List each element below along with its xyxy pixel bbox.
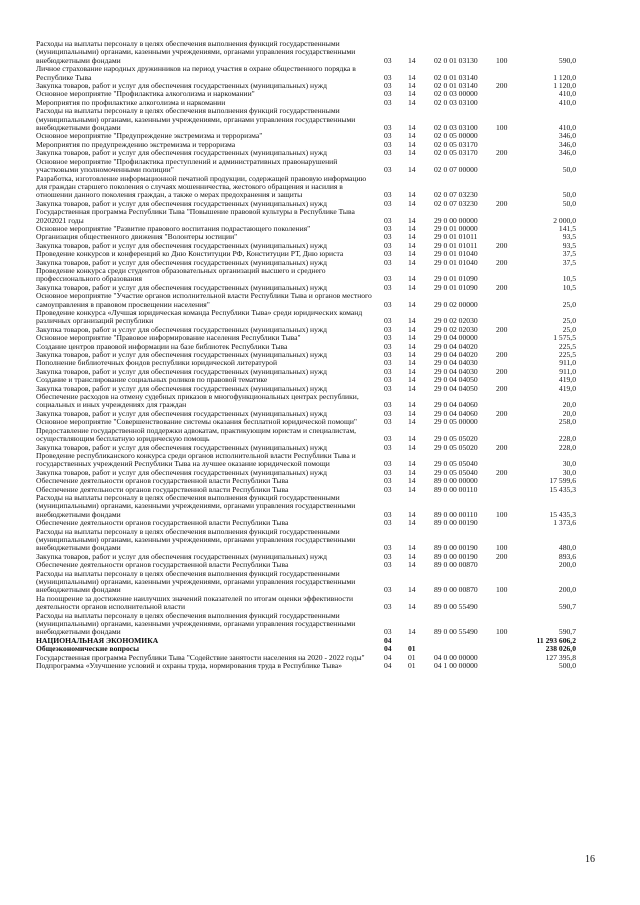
row-subsection-code: 14: [408, 139, 416, 149]
row-section-code: 04: [384, 644, 392, 654]
row-amount: 50,0: [562, 165, 576, 175]
row-target-article: 89 0 00 00190: [434, 543, 478, 553]
row-section-code: 03: [384, 274, 392, 284]
row-target-article: 29 0 02 02030: [434, 316, 478, 326]
row-name: Обеспечение деятельности органов государственной власти Республики Тыва: [36, 484, 289, 494]
row-target-article: 89 0 00 55490: [434, 627, 478, 637]
row-name: Основное мероприятие "Профилактика алкоголизма и наркомании": [36, 89, 255, 99]
row-expense-type: 100: [496, 55, 508, 65]
row-subsection-code: 14: [408, 551, 416, 561]
row-target-article: 29 0 01 00000: [434, 223, 478, 233]
row-target-article: 29 0 01 01011: [434, 240, 478, 250]
row-target-article: 29 0 01 01090: [434, 274, 478, 284]
row-section-code: 03: [384, 585, 392, 595]
row-amount: 20,0: [562, 400, 576, 410]
row-amount: 25,0: [562, 299, 576, 309]
row-name: Обеспечение деятельности органов государственной власти Республики Тыва: [36, 518, 289, 528]
row-subsection-code: 14: [408, 467, 416, 477]
row-target-article: 29 0 05 05020: [434, 434, 478, 444]
row-section-code: 03: [384, 408, 392, 418]
row-target-article: 02 0 01 03140: [434, 81, 478, 91]
row-name: Расходы на выплаты персоналу в целях обеспечения выполнения функций государственными (муниципальными) органами, казенными учреждениями, органами управления государственными внебюджетными фондами: [36, 492, 356, 519]
table-row: [36, 292, 576, 309]
row-amount: 346,0: [558, 131, 576, 141]
row-section-code: 04: [384, 661, 392, 671]
row-subsection-code: 14: [408, 282, 416, 292]
table-row: [36, 528, 576, 553]
row-subsection-code: 14: [408, 198, 416, 208]
row-name: Основное мероприятие "Участие органов исполнительной власти Республики Тыва и органов местного самоуправления в правовом просвещении населения": [36, 291, 372, 309]
row-target-article: 29 0 01 01090: [434, 282, 478, 292]
row-amount: 50,0: [562, 190, 576, 200]
row-amount: 37,5: [562, 257, 576, 267]
row-name: Основное мероприятие "Совершенствование системы оказания бесплатной юридической помощи": [36, 417, 357, 427]
row-amount: 480,0: [558, 543, 576, 553]
row-section-code: 03: [384, 518, 392, 528]
row-amount: 127 395,8: [545, 652, 576, 662]
row-amount: 911,0: [559, 358, 576, 368]
row-section-code: 03: [384, 602, 392, 612]
row-section-code: 03: [384, 333, 392, 343]
row-section-code: 03: [384, 249, 392, 259]
row-target-article: 04 1 00 00000: [434, 661, 478, 671]
row-target-article: 02 0 03 03100: [434, 97, 478, 107]
row-name: Организация общественного движения "Волонтеры юстиции": [36, 232, 238, 242]
row-name: Закупка товаров, работ и услуг для обеспечения государственных (муниципальных) нужд: [36, 282, 327, 292]
row-name: Расходы на выплаты персоналу в целях обеспечения выполнения функций государственными (муниципальными) органами, казенными учреждениями, органами управления государственными внебюджетными фондами: [36, 526, 356, 553]
row-amount: 10,5: [562, 282, 576, 292]
row-expense-type: 100: [496, 123, 508, 133]
row-amount: 93,5: [562, 240, 576, 250]
row-subsection-code: 14: [408, 240, 416, 250]
row-section-code: 03: [384, 543, 392, 553]
row-subsection-code: 14: [408, 434, 416, 444]
row-target-article: 29 0 00 00000: [434, 215, 478, 225]
row-amount: 50,0: [562, 198, 576, 208]
row-subsection-code: 14: [408, 131, 416, 141]
row-target-article: 29 0 04 04060: [434, 400, 478, 410]
row-amount: 93,5: [562, 232, 576, 242]
row-subsection-code: 14: [408, 341, 416, 351]
row-name: Предоставление государственной поддержки адвокатам, практикующим юристам и специалистам, осуществляющим бесплатную юридическую помощь: [36, 425, 357, 444]
table-row: [36, 452, 576, 469]
row-subsection-code: 14: [408, 148, 416, 158]
row-subsection-code: 14: [408, 509, 416, 519]
table-row: [36, 595, 576, 612]
row-amount: 25,0: [562, 316, 576, 326]
row-section-code: 03: [384, 123, 392, 133]
row-target-article: 02 0 03 03100: [434, 123, 478, 133]
row-name: Закупка товаров, работ и услуг для обеспечения государственных (муниципальных) нужд: [36, 350, 327, 360]
row-target-article: 02 0 05 00000: [434, 131, 478, 141]
row-name: Государственная программа Республики Тыва "Содействие занятости населения на 2020 - 2022 годы": [36, 652, 365, 662]
row-name: Проведение конкурса «Лучшая юридическая команда Республики Тыва» среди юридических команд различных организаций республики: [36, 308, 363, 326]
row-target-article: 29 0 04 04060: [434, 408, 478, 418]
row-amount: 590,0: [558, 55, 576, 65]
row-subsection-code: 14: [408, 442, 416, 452]
row-expense-type: 200: [496, 148, 508, 158]
row-target-article: 29 0 05 05040: [434, 467, 478, 477]
row-section-code: 03: [384, 350, 392, 360]
row-amount: 228,0: [558, 442, 576, 452]
row-section-code: 03: [384, 223, 392, 233]
row-subsection-code: 14: [408, 81, 416, 91]
row-subsection-code: 14: [408, 333, 416, 343]
row-section-code: 03: [384, 81, 392, 91]
row-expense-type: 200: [496, 198, 508, 208]
row-target-article: 29 0 04 04030: [434, 358, 478, 368]
row-name: Закупка товаров, работ и услуг для обеспечения государственных (муниципальных) нужд: [36, 324, 327, 334]
row-amount: 2 000,0: [553, 215, 576, 225]
row-section-code: 03: [384, 97, 392, 107]
row-name: Личное страхование народных дружинников на период участия в охране общественного порядка в Республике Тыва: [36, 64, 356, 82]
table-row: [36, 208, 576, 225]
row-subsection-code: 14: [408, 274, 416, 284]
row-target-article: 29 0 04 04030: [434, 366, 478, 376]
row-section-code: 03: [384, 148, 392, 158]
row-amount: 410,0: [558, 123, 576, 133]
row-target-article: 29 0 05 05040: [434, 459, 478, 469]
row-section-code: 03: [384, 215, 392, 225]
row-target-article: 29 0 04 04050: [434, 375, 478, 385]
row-target-article: 89 0 00 00110: [434, 484, 478, 494]
row-subsection-code: 14: [408, 585, 416, 595]
row-section-code: 03: [384, 358, 392, 368]
row-subsection-code: 14: [408, 383, 416, 393]
row-target-article: 02 0 05 03170: [434, 139, 478, 149]
table-row: [36, 393, 576, 410]
table-row: [36, 570, 576, 595]
row-subsection-code: 14: [408, 223, 416, 233]
row-name: Основное мероприятие "Предупреждение экстремизма и терроризма": [36, 131, 263, 141]
row-expense-type: 200: [496, 240, 508, 250]
table-row: [36, 494, 576, 519]
row-amount: 911,0: [559, 366, 576, 376]
row-name: Закупка товаров, работ и услуг для обеспечения государственных (муниципальных) нужд: [36, 467, 327, 477]
row-expense-type: 200: [496, 282, 508, 292]
row-subsection-code: 14: [408, 324, 416, 334]
row-name: Пополнение библиотечных фондов республики юридической литературой: [36, 358, 278, 368]
row-name: Закупка товаров, работ и услуг для обеспечения государственных (муниципальных) нужд: [36, 442, 327, 452]
row-section-code: 04: [384, 652, 392, 662]
table-row: [36, 158, 576, 175]
page-number: 16: [585, 854, 595, 865]
row-name: Закупка товаров, работ и услуг для обеспечения государственных (муниципальных) нужд: [36, 240, 327, 250]
row-amount: 258,0: [558, 417, 576, 427]
row-name: Обеспечение расходов на отмену судебных приказов в многофункциональных центрах республики, социальных и иных учреждениях для граждан: [36, 392, 359, 410]
row-section-code: 03: [384, 165, 392, 175]
row-amount: 225,5: [558, 350, 576, 360]
row-name: Закупка товаров, работ и услуг для обеспечения государственных (муниципальных) нужд: [36, 408, 327, 418]
row-name: НАЦИОНАЛЬНАЯ ЭКОНОМИКА: [36, 635, 159, 645]
row-section-code: 03: [384, 316, 392, 326]
row-section-code: 03: [384, 484, 392, 494]
row-section-code: 03: [384, 375, 392, 385]
row-section-code: 03: [384, 434, 392, 444]
row-section-code: 03: [384, 324, 392, 334]
row-subsection-code: 14: [408, 89, 416, 99]
row-section-code: 03: [384, 417, 392, 427]
row-name: Государственная программа Республики Тыва "Повышение правовой культуры в Республике Тыва 20202021 годы: [36, 207, 355, 225]
row-expense-type: 200: [496, 408, 508, 418]
row-target-article: 29 0 04 04020: [434, 350, 478, 360]
row-amount: 200,0: [558, 560, 576, 570]
row-amount: 1 120,0: [553, 81, 576, 91]
row-amount: 590,7: [558, 602, 576, 612]
row-subsection-code: 01: [408, 652, 416, 662]
row-name: Закупка товаров, работ и услуг для обеспечения государственных (муниципальных) нужд: [36, 257, 327, 267]
row-expense-type: 100: [496, 509, 508, 519]
row-section-code: 03: [384, 240, 392, 250]
table-row: [36, 267, 576, 284]
row-expense-type: 100: [496, 627, 508, 637]
row-section-code: 03: [384, 467, 392, 477]
row-name: На поощрение за достижение наилучших значений показателей по итогам оценки эффективности деятельности органов исполнительной власти: [36, 593, 354, 612]
row-target-article: 29 0 05 05020: [434, 442, 478, 452]
row-name: Проведение конкурса среди студентов образовательных организаций высшего и среднего профессионального образования: [36, 265, 326, 284]
row-target-article: 89 0 00 55490: [434, 602, 478, 612]
row-section-code: 03: [384, 257, 392, 267]
row-subsection-code: 01: [408, 661, 416, 671]
row-section-code: 03: [384, 366, 392, 376]
row-target-article: 29 0 01 01040: [434, 249, 478, 259]
row-name: Закупка товаров, работ и услуг для обеспечения государственных (муниципальных) нужд: [36, 551, 327, 561]
row-name: Создание и транслирование социальных роликов по правовой тематике: [36, 375, 268, 385]
row-subsection-code: 14: [408, 123, 416, 133]
row-target-article: 04 0 00 00000: [434, 652, 478, 662]
row-amount: 1 120,0: [553, 72, 576, 82]
row-amount: 11 293 606,2: [536, 635, 576, 645]
row-amount: 419,0: [558, 383, 576, 393]
row-subsection-code: 14: [408, 165, 416, 175]
row-expense-type: 200: [496, 467, 508, 477]
row-expense-type: 200: [496, 324, 508, 334]
row-amount: 30,0: [562, 467, 576, 477]
row-amount: 30,0: [562, 459, 576, 469]
table-row: [36, 40, 576, 65]
row-name: Проведение республиканского конкурса среди органов исполнительной власти Республики Тыва и государственных учреждений Республики Тыва на лучшее оказание юридической помощи: [36, 450, 356, 469]
row-subsection-code: 14: [408, 358, 416, 368]
table-row: [36, 427, 576, 444]
row-amount: 228,0: [558, 434, 576, 444]
row-section-code: 03: [384, 282, 392, 292]
row-target-article: 89 0 00 00190: [434, 518, 478, 528]
row-name: Подпрограмма «Улучшение условий и охраны труда, нормирования труда в Республике Тыва»: [36, 661, 342, 671]
row-subsection-code: 01: [408, 644, 416, 654]
row-name: Основное мероприятие "Профилактика преступлений и административных правонарушений участковыми уполномоченными полиции": [36, 156, 338, 175]
row-name: Закупка товаров, работ и услуг для обеспечения государственных (муниципальных) нужд: [36, 366, 327, 376]
row-target-article: 89 0 00 00190: [434, 551, 478, 561]
row-section-code: 03: [384, 459, 392, 469]
row-section-code: 03: [384, 509, 392, 519]
row-amount: 225,5: [558, 341, 576, 351]
row-amount: 590,7: [558, 627, 576, 637]
row-subsection-code: 14: [408, 190, 416, 200]
row-target-article: 02 0 07 03230: [434, 198, 478, 208]
row-amount: 500,0: [558, 661, 576, 671]
row-subsection-code: 14: [408, 602, 416, 612]
row-expense-type: 200: [496, 350, 508, 360]
budget-table: [36, 40, 576, 670]
row-name: Расходы на выплаты персоналу в целях обеспечения выполнения функций государственными (муниципальными) органами, казенными учреждениями, органами управления государственными внебюджетными фондами: [36, 610, 356, 637]
row-expense-type: 200: [496, 81, 508, 91]
row-subsection-code: 14: [408, 350, 416, 360]
row-name: Расходы на выплаты персоналу в целях обеспечения выполнения функций государственными (муниципальными) органами, казенными учреждениями, органами управления государственными внебюджетными фондами: [36, 568, 356, 595]
table-row: [36, 107, 576, 132]
row-expense-type: 100: [496, 543, 508, 553]
row-name: Общеэкономические вопросы: [36, 644, 140, 654]
row-amount: 410,0: [558, 97, 576, 107]
row-name: Закупка товаров, работ и услуг для обеспечения государственных (муниципальных) нужд: [36, 148, 327, 158]
row-name: Мероприятия по предупреждению экстремизма и терроризма: [36, 139, 236, 149]
row-amount: 15 435,3: [549, 509, 576, 519]
row-target-article: 02 0 07 03230: [434, 190, 478, 200]
row-name: Мероприятия по профилактике алкоголизма и наркомании: [36, 97, 226, 107]
row-target-article: 89 0 00 00110: [434, 509, 478, 519]
row-subsection-code: 14: [408, 249, 416, 259]
row-name: Закупка товаров, работ и услуг для обеспечения государственных (муниципальных) нужд: [36, 198, 327, 208]
row-target-article: 29 0 02 00000: [434, 299, 478, 309]
row-subsection-code: 14: [408, 543, 416, 553]
row-amount: 346,0: [558, 139, 576, 149]
row-amount: 1 373,6: [553, 518, 576, 528]
row-target-article: 02 0 01 03140: [434, 72, 478, 82]
row-subsection-code: 14: [408, 299, 416, 309]
row-section-code: 03: [384, 476, 392, 486]
row-subsection-code: 14: [408, 97, 416, 107]
row-name: Обеспечение деятельности органов государственной власти Республики Тыва: [36, 560, 289, 570]
row-target-article: 29 0 05 00000: [434, 417, 478, 427]
row-subsection-code: 14: [408, 459, 416, 469]
row-expense-type: 100: [496, 585, 508, 595]
row-amount: 17 599,6: [549, 476, 576, 486]
row-name: Основное мероприятие "Развитие правового воспитания подрастающего поколения": [36, 223, 311, 233]
row-name: Закупка товаров, работ и услуг для обеспечения государственных (муниципальных) нужд: [36, 383, 327, 393]
row-target-article: 29 0 01 01040: [434, 257, 478, 267]
table-row: [36, 612, 576, 637]
row-amount: 25,0: [562, 324, 576, 334]
table-row: [36, 662, 576, 670]
row-expense-type: 200: [496, 383, 508, 393]
row-subsection-code: 14: [408, 627, 416, 637]
row-section-code: 03: [384, 442, 392, 452]
row-name: Создание центров правовой информации на базе библиотек Республики Тыва: [36, 341, 288, 351]
row-amount: 238 026,0: [545, 644, 576, 654]
row-subsection-code: 14: [408, 55, 416, 65]
row-name: Закупка товаров, работ и услуг для обеспечения государственных (муниципальных) нужд: [36, 81, 327, 91]
row-name: Проведение конкурсов и конференций ко Дню Конституции РФ, Конституции РТ, Дню юриста: [36, 249, 344, 259]
row-target-article: 02 0 03 00000: [434, 89, 478, 99]
row-target-article: 02 0 01 03130: [434, 55, 478, 65]
row-section-code: 04: [384, 635, 392, 645]
row-subsection-code: 14: [408, 518, 416, 528]
row-target-article: 89 0 00 00870: [434, 560, 478, 570]
row-subsection-code: 14: [408, 316, 416, 326]
row-name: Расходы на выплаты персоналу в целях обеспечения выполнения функций государственными (муниципальными) органами, казенными учреждениями, органами управления государственными внебюджетными фондами: [36, 106, 356, 133]
row-amount: 20,0: [562, 408, 576, 418]
row-amount: 419,0: [558, 375, 576, 385]
row-name: Расходы на выплаты персоналу в целях обеспечения выполнения функций государственными (муниципальными) органами, казенными учреждениями, органами управления государственными внебюджетными фондами: [36, 39, 356, 65]
row-name: Разработка, изготовление информационной печатной продукции, содержащей правовую информацию для граждан старшего поколения о случаях мошенничества, жестокого обращения и насилия в отношении данного поколения граждан, а также о мерах предохранения и защиты: [36, 173, 367, 200]
row-subsection-code: 14: [408, 366, 416, 376]
row-target-article: 29 0 04 00000: [434, 333, 478, 343]
row-target-article: 02 0 07 00000: [434, 165, 478, 175]
row-section-code: 03: [384, 383, 392, 393]
row-section-code: 03: [384, 400, 392, 410]
row-amount: 346,0: [558, 148, 576, 158]
row-target-article: 89 0 00 00870: [434, 585, 478, 595]
row-subsection-code: 14: [408, 215, 416, 225]
table-row: [36, 309, 576, 326]
row-section-code: 03: [384, 72, 392, 82]
row-target-article: 29 0 04 04020: [434, 341, 478, 351]
row-amount: 200,0: [558, 585, 576, 595]
row-amount: 141,5: [558, 223, 576, 233]
row-subsection-code: 14: [408, 560, 416, 570]
row-section-code: 03: [384, 341, 392, 351]
row-amount: 1 575,5: [553, 333, 576, 343]
row-name: Обеспечение деятельности органов государственной власти Республики Тыва: [36, 476, 289, 486]
row-section-code: 03: [384, 198, 392, 208]
row-section-code: 03: [384, 131, 392, 141]
row-amount: 37,5: [562, 249, 576, 259]
row-expense-type: 200: [496, 366, 508, 376]
row-subsection-code: 14: [408, 476, 416, 486]
row-section-code: 03: [384, 89, 392, 99]
table-row: [36, 65, 576, 82]
row-subsection-code: 14: [408, 484, 416, 494]
row-section-code: 03: [384, 139, 392, 149]
row-section-code: 03: [384, 55, 392, 65]
row-section-code: 03: [384, 299, 392, 309]
row-subsection-code: 14: [408, 408, 416, 418]
row-subsection-code: 14: [408, 400, 416, 410]
row-target-article: 02 0 05 03170: [434, 148, 478, 158]
row-section-code: 03: [384, 232, 392, 242]
row-amount: 15 435,3: [549, 484, 576, 494]
row-target-article: 29 0 04 04050: [434, 383, 478, 393]
row-target-article: 29 0 02 02030: [434, 324, 478, 334]
row-amount: 410,0: [558, 89, 576, 99]
row-subsection-code: 14: [408, 257, 416, 267]
row-subsection-code: 14: [408, 417, 416, 427]
row-expense-type: 200: [496, 442, 508, 452]
table-row: [36, 175, 576, 200]
row-expense-type: 200: [496, 551, 508, 561]
row-subsection-code: 14: [408, 72, 416, 82]
row-section-code: 03: [384, 627, 392, 637]
row-amount: 893,6: [558, 551, 576, 561]
row-amount: 10,5: [562, 274, 576, 284]
row-target-article: 29 0 01 01011: [434, 232, 478, 242]
row-section-code: 03: [384, 551, 392, 561]
row-section-code: 03: [384, 190, 392, 200]
row-name: Основное мероприятие "Правовое информирование населения Республики Тыва": [36, 333, 301, 343]
row-subsection-code: 14: [408, 232, 416, 242]
row-section-code: 03: [384, 560, 392, 570]
row-expense-type: 200: [496, 257, 508, 267]
row-subsection-code: 14: [408, 375, 416, 385]
row-target-article: 89 0 00 00000: [434, 476, 478, 486]
